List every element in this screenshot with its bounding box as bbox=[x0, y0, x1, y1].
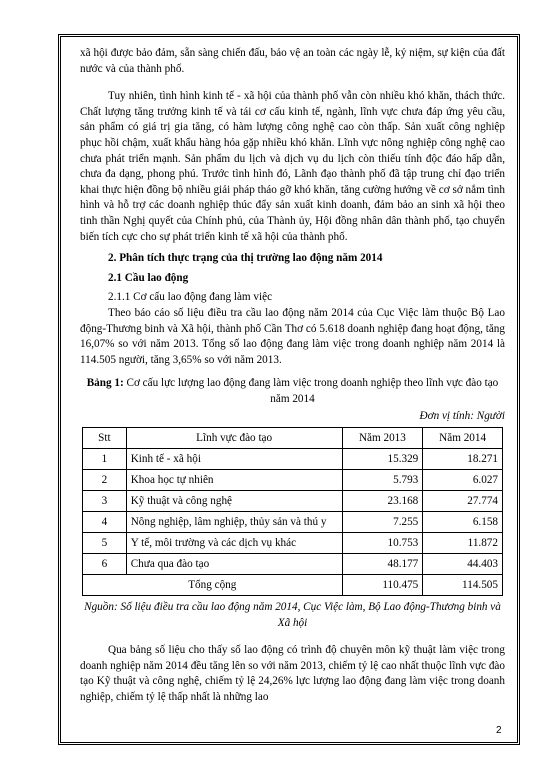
header-2014: Năm 2014 bbox=[423, 428, 503, 449]
table-source: Nguồn: Số liệu điều tra cầu lao động năm 2014, Cục Việc làm, Bộ Lao động-Thương binh và Xã hội bbox=[84, 601, 501, 629]
table-row bbox=[83, 533, 503, 554]
table-total-row bbox=[83, 575, 503, 596]
row-2014: 27.774 bbox=[423, 491, 503, 512]
page-number: 2 bbox=[496, 725, 502, 736]
document-body bbox=[80, 46, 505, 706]
row-2013: 15.329 bbox=[342, 449, 423, 470]
row-field: Chưa qua đào tạo bbox=[126, 554, 342, 575]
header-2013: Năm 2013 bbox=[342, 428, 423, 449]
total-2013: 110.475 bbox=[342, 575, 423, 596]
row-2014: 18.271 bbox=[423, 449, 503, 470]
table-row bbox=[83, 554, 503, 575]
heading-section-2-1: 2.1 Cầu lao động bbox=[108, 271, 189, 284]
row-field: Y tế, môi trường và các dịch vụ khác bbox=[126, 533, 342, 554]
row-2014: 44.403 bbox=[423, 554, 503, 575]
heading-section-2: 2. Phân tích thực trạng của thị trường lao động năm 2014 bbox=[108, 252, 383, 265]
row-2014: 6.027 bbox=[423, 470, 503, 491]
row-2014: 6.158 bbox=[423, 512, 503, 533]
table-header-row bbox=[83, 428, 503, 449]
table-caption bbox=[80, 376, 505, 407]
paragraph-analysis: Qua bảng số liệu cho thấy số lao động có trình độ chuyên môn kỹ thuật làm việc trong doanh nghiệp năm 2014 đều tăng lên so với năm 2013, chiếm tỷ lệ cao nhất thuộc lĩnh vực đào tạo Kỹ thuật và công nghệ, chiếm tỷ lệ 24,26% lực lượng lao động đang làm việc trong doanh nghiệp, chiếm tỷ lệ thấp nhất là những lao bbox=[80, 644, 505, 704]
table-caption-text: Cơ cấu lực lượng lao động đang làm việc trong doanh nghiệp theo lĩnh vực đào tạo năm 2014 bbox=[123, 377, 499, 405]
row-2013: 48.177 bbox=[342, 554, 423, 575]
header-field: Lĩnh vực đào tạo bbox=[126, 428, 342, 449]
row-field: Kỹ thuật và công nghệ bbox=[126, 491, 342, 512]
table-caption-label: Bảng 1: bbox=[86, 377, 124, 390]
table-row bbox=[83, 512, 503, 533]
table-unit: Đơn vị tính: Người bbox=[419, 410, 505, 423]
row-2013: 23.168 bbox=[342, 491, 423, 512]
paragraph-difficulties: Tuy nhiên, tình hình kinh tế - xã hội của thành phố vẫn còn nhiều khó khăn, thách thức. Chất lượng tăng trưởng kinh tế và tái cơ cấu kinh tế, ngành, lĩnh vực chưa đáp ứng yêu cầu, sản phẩm có giá trị gia tăng, có hàm lượng công nghệ cao còn thấp. Sản xuất công nghiệp phục hồi chậm, xuất khẩu hàng hóa gặp nhiều khó khăn. Lĩnh vực nông nghiệp công nghệ cao chưa phát triển mạnh. Sản phẩm du lịch và dịch vụ du lịch còn thiếu tính độc đáo hấp dẫn, chưa đa dạng, phong phú. Trước tình hình đó, Lãnh đạo thành phố đã tập trung chỉ đạo triển khai thực hiện đồng bộ nhiều giải pháp tháo gỡ khó khăn, tăng cường hướng về cơ sở nắm tình hình và hỗ trợ các doanh nghiệp thúc đẩy sản xuất kinh doanh, đảm bảo an sinh xã hội theo tinh thần Nghị quyết của Chính phủ, của Thành ủy, Hội đồng nhân dân thành phố, tạo chuyển biến tích cực cho sự phát triển kinh tế xã hội của thành phố. bbox=[80, 90, 505, 243]
row-field: Kinh tế - xã hội bbox=[126, 449, 342, 470]
labor-table bbox=[82, 427, 503, 596]
table-row bbox=[83, 449, 503, 470]
row-stt: 5 bbox=[83, 533, 127, 554]
row-stt: 3 bbox=[83, 491, 127, 512]
row-field: Nông nghiệp, lâm nghiệp, thủy sản và thú y bbox=[126, 512, 342, 533]
row-2013: 7.255 bbox=[342, 512, 423, 533]
header-stt: Stt bbox=[83, 428, 127, 449]
row-stt: 4 bbox=[83, 512, 127, 533]
heading-section-2-1-1: 2.1.1 Cơ cấu lao động đang làm việc bbox=[108, 291, 273, 304]
table-row bbox=[83, 491, 503, 512]
row-2014: 11.872 bbox=[423, 533, 503, 554]
row-stt: 2 bbox=[83, 470, 127, 491]
table-row bbox=[83, 470, 503, 491]
row-2013: 10.753 bbox=[342, 533, 423, 554]
total-2014: 114.505 bbox=[423, 575, 503, 596]
paragraph-intro-end: xã hội được bảo đảm, sẵn sàng chiến đấu, bảo vệ an toàn các ngày lễ, kỷ niệm, sự kiện của đất nước và của thành phố. bbox=[80, 47, 505, 75]
row-stt: 6 bbox=[83, 554, 127, 575]
row-2013: 5.793 bbox=[342, 470, 423, 491]
total-label: Tổng cộng bbox=[83, 575, 343, 596]
row-field: Khoa học tự nhiên bbox=[126, 470, 342, 491]
row-stt: 1 bbox=[83, 449, 127, 470]
paragraph-survey: Theo báo cáo số liệu điều tra cầu lao động năm 2014 của Cục Việc làm thuộc Bộ Lao động-Thương binh và Xã hội, thành phố Cần Thơ có 5.618 doanh nghiệp đang hoạt động, tăng 16,07% so với năm 2013. Tổng số lao động đang làm việc trong doanh nghiệp năm 2014 là 114.505 người, tăng 3,65% so với năm 2013. bbox=[80, 306, 505, 366]
